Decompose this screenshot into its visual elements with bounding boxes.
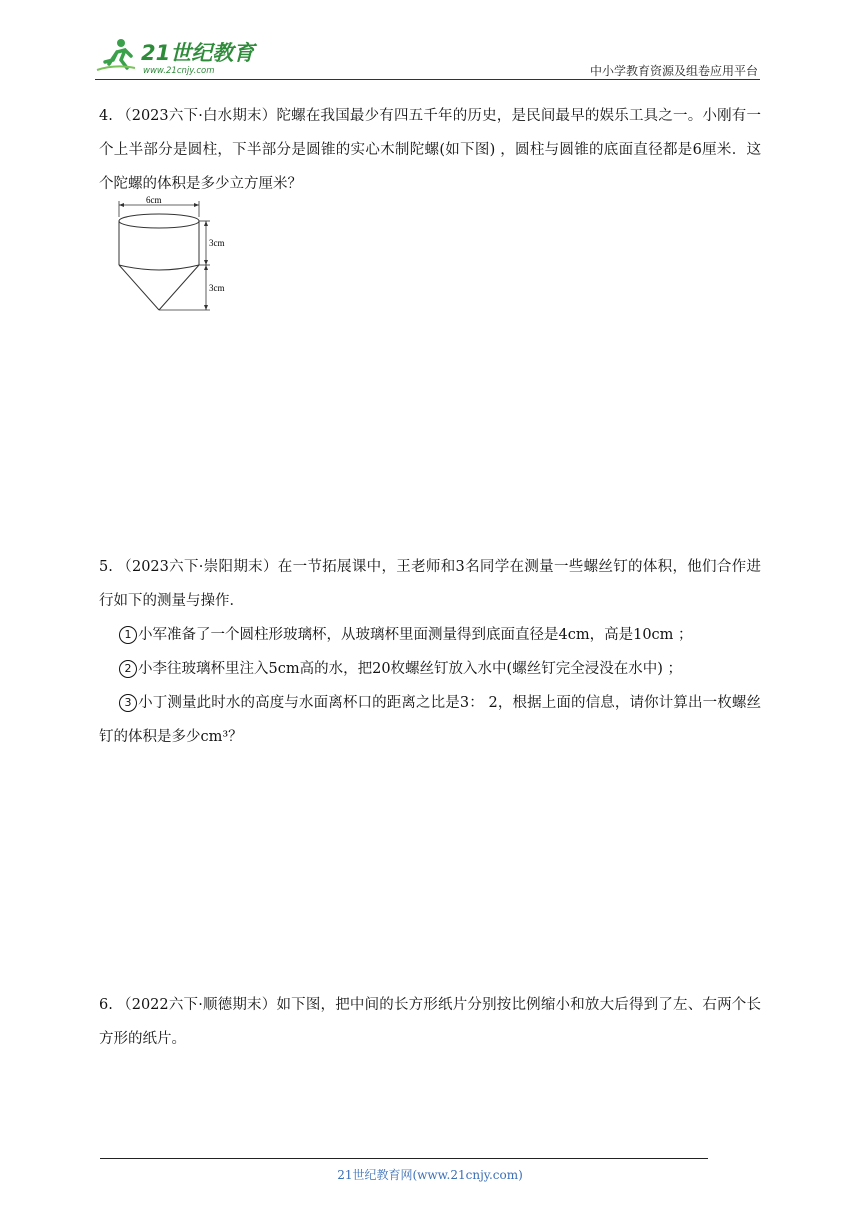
logo-21cnjy <box>95 34 265 78</box>
question-source: （2022六下·顺德期末） <box>116 997 277 1013</box>
footer-text: 21世纪教育网(www.21cnjy.com) <box>337 1168 523 1182</box>
cylinder-height-label: 3cm <box>209 238 225 248</box>
step-marker: 2 <box>119 660 137 678</box>
question-source: （2023六下·崇阳期末） <box>116 559 278 575</box>
question-4-text <box>99 99 761 201</box>
question-4 <box>99 99 761 201</box>
step-text: 小军准备了一个圆柱形玻璃杯，从玻璃杯里面测量得到底面直径是4cm，高是10cm ； <box>138 627 693 643</box>
question-body: 陀螺在我国最少有四五千年的历史，是民间最早的娱乐工具之一。小刚有一个上半部分是圆柱，下半部分是圆锥的实心木制陀螺(如下图) ，圆柱与圆锥的底面直径都是6厘米．这个陀螺的体积是多少立方厘米？ <box>99 108 761 192</box>
spinning-top-figure <box>108 195 238 315</box>
step-text: 小丁测量此时水的高度与水面离杯口的距离之比是3： 2，根据上面的信息，请你计算出一枚螺丝钉的体积是多少cm³？ <box>99 695 761 745</box>
question-number: 6. <box>99 997 113 1013</box>
diameter-label: 6cm <box>146 195 162 205</box>
step-text: 小李往玻璃杯里注入5cm高的水，把20枚螺丝钉放入水中(螺丝钉完全浸没在水中) ； <box>138 661 682 677</box>
question-number: 4. <box>99 108 113 124</box>
question-5 <box>99 550 761 754</box>
question-5-step-1 <box>99 618 761 652</box>
step-marker: 3 <box>119 694 137 712</box>
footer-divider <box>100 1158 708 1159</box>
question-source: （2023六下·白水期末） <box>116 108 277 124</box>
cone-height-label: 3cm <box>209 283 225 293</box>
question-5-text <box>99 550 761 618</box>
question-6 <box>99 988 761 1056</box>
svg-text:21世纪教育: 21世纪教育 <box>141 41 255 65</box>
step-marker: 1 <box>119 626 137 644</box>
platform-name: 中小学教育资源及组卷应用平台 <box>589 64 758 78</box>
question-5-step-3 <box>99 686 761 754</box>
header-divider <box>95 79 760 80</box>
svg-text:www.21cnjy.com: www.21cnjy.com <box>143 66 215 76</box>
question-intro: 在一节拓展课中，王老师和3名同学在测量一些螺丝钉的体积，他们合作进行如下的测量与操作． <box>99 559 761 609</box>
question-6-text <box>99 988 761 1056</box>
question-number: 5. <box>99 559 113 575</box>
question-intro: 如下图，把中间的长方形纸片分别按比例缩小和放大后得到了左、右两个长方形的纸片。 <box>99 997 761 1047</box>
question-5-step-2 <box>99 652 761 686</box>
page-header <box>95 34 760 78</box>
